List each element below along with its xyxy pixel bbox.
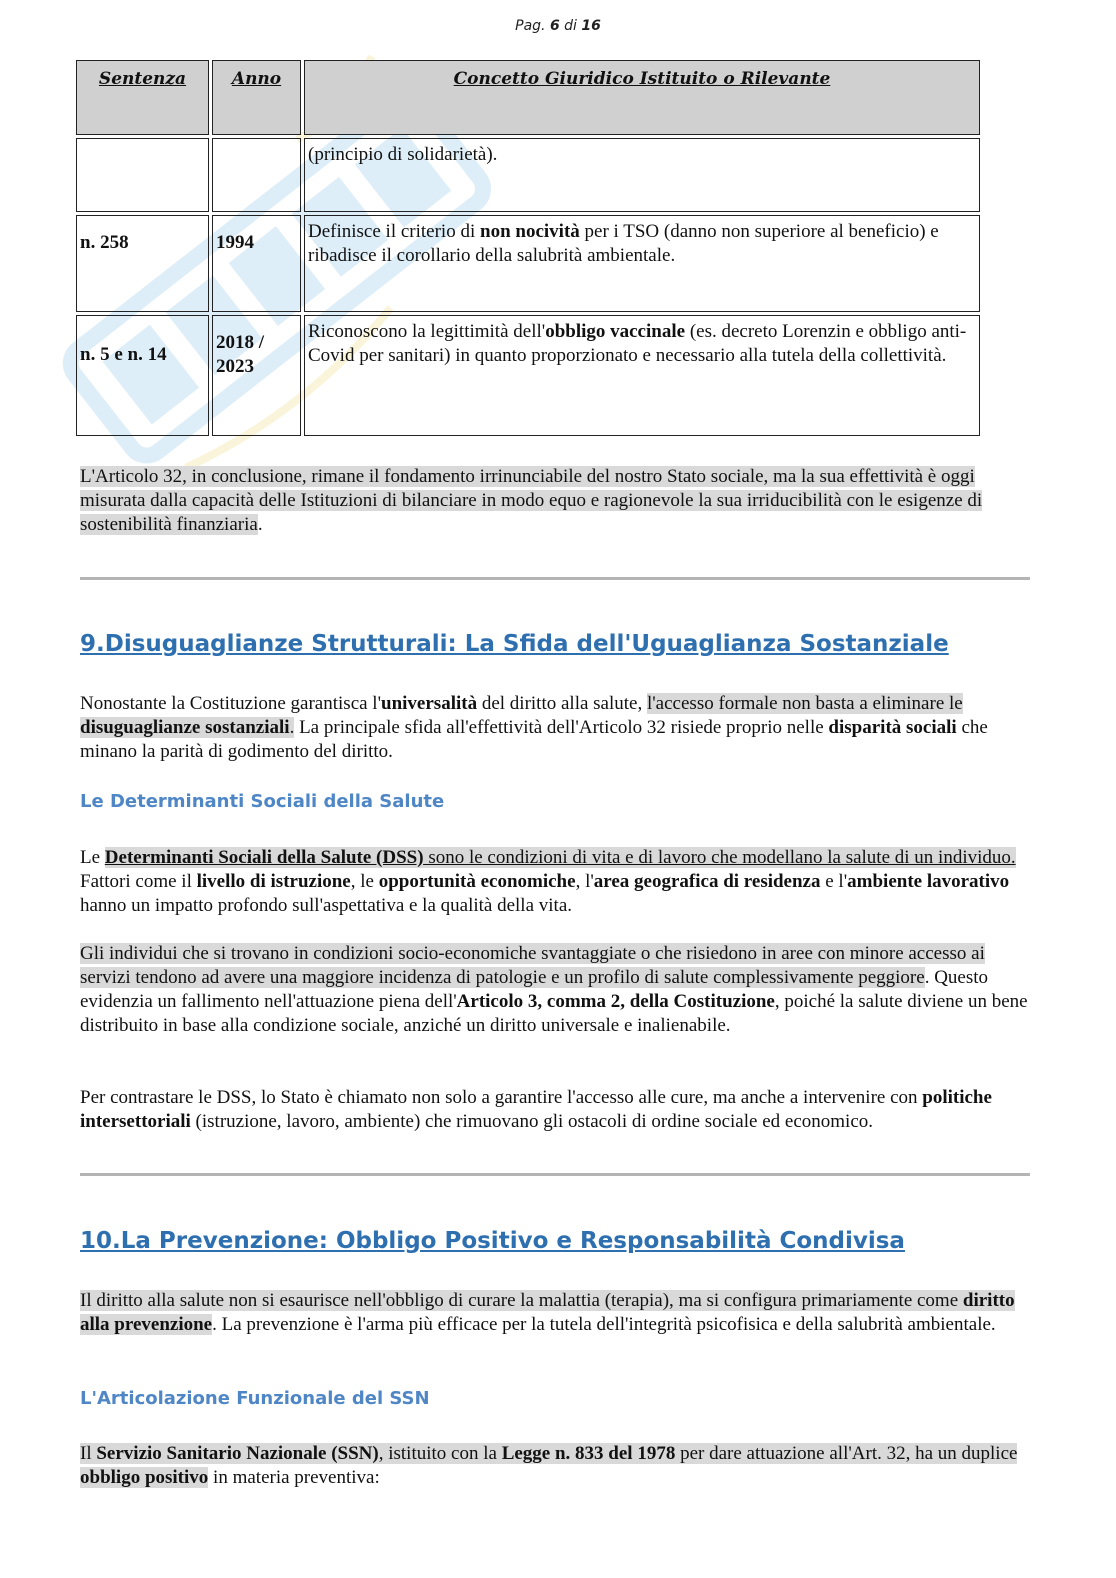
concept-text: Riconoscono la legittimità dell'obbligo vaccinale (es. decreto Lorenzin e obbligo anti-Covid per sanitari) in quanto proporzionato e necessario alla tutela della collettività. (308, 321, 967, 366)
divider (80, 577, 1030, 580)
sentenza-number: n. 258 (80, 232, 129, 253)
section-10-heading: 10.La Prevenzione: Obbligo Positivo e Responsabilità Condivisa (80, 1228, 905, 1254)
anno-value: 1994 (216, 232, 254, 253)
subheading-dss: Le Determinanti Sociali della Salute (80, 791, 445, 812)
table-cell (304, 215, 980, 312)
table-cell (212, 315, 301, 436)
table-cell (76, 215, 209, 312)
table-cell (212, 215, 301, 312)
table-header-anno: Anno (212, 60, 301, 135)
section-9-heading: 9.Disuguaglianze Strutturali: La Sfida dell'Uguaglianza Sostanziale (80, 631, 949, 657)
table-cell (76, 315, 209, 436)
sentenza-number: n. 5 e n. 14 (80, 344, 167, 365)
section-9-paragraph-3: Gli individui che si trovano in condizioni socio-economiche svantaggiate o che risiedono in aree con minore accesso ai servizi tendono ad avere una maggiore incidenza di patologie e un profilo di salute complessivamente peggiore. Questo evidenzia un fallimento nell'attuazione piena dell'Articolo 3, comma 2, della Costituzione, poiché la salute diviene un bene distribuito in base alla condizione sociale, anziché un diritto universale e inalienabile. (80, 943, 1028, 1036)
anno-value: 2018 / 2023 (216, 332, 265, 377)
subheading-ssn: L'Articolazione Funzionale del SSN (80, 1388, 430, 1409)
section-10-paragraph-1: Il diritto alla salute non si esaurisce nell'obbligo di curare la malattia (terapia), ma si configura primariamente come diritto alla prevenzione. La prevenzione è l'arma più efficace per la tutela dell'integrità psicofisica e della salubrità ambientale. (80, 1290, 1015, 1335)
section-9-paragraph-4: Per contrastare le DSS, lo Stato è chiamato non solo a garantire l'accesso alle cure, ma anche a intervenire con politiche intersettoriali (istruzione, lavoro, ambiente) che rimuovano gli ostacoli di ordine sociale ed economico. (80, 1087, 992, 1132)
section-9-paragraph-2: Le Determinanti Sociali della Salute (DSS) sono le condizioni di vita e di lavoro che modellano la salute di un individuo. Fattori come il livello di istruzione, le opportunità economiche, l'area geografica di residenza e l'ambiente lavorativo hanno un impatto profondo sull'aspettativa e la qualità della vita. (80, 847, 1016, 916)
section-9-paragraph-1: Nonostante la Costituzione garantisca l'universalità del diritto alla salute, l'accesso formale non basta a eliminare le disuguaglianze sostanziali. La principale sfida all'effettività dell'Articolo 32 risiede proprio nelle disparità sociali che minano la parità di godimento del diritto. (80, 693, 988, 762)
table-cell (304, 138, 980, 212)
section-10-paragraph-2: Il Servizio Sanitario Nazionale (SSN), istituito con la Legge n. 833 del 1978 per dare attuazione all'Art. 32, ha un duplice obbligo positivo in materia preventiva: (80, 1443, 1018, 1488)
divider (80, 1173, 1030, 1176)
conclusion-paragraph: L'Articolo 32, in conclusione, rimane il fondamento irrinunciabile del nostro Stato sociale, ma la sua effettività è oggi misurata dalla capacità delle Istituzioni di bilanciare in modo equo e ragionevole la sua irriducibilità con le esigenze di sostenibilità finanziaria. (80, 466, 983, 535)
table-header-sentenza: Sentenza (76, 60, 209, 135)
page-number: Pag. 6 di 16 (515, 18, 601, 34)
table-cell (76, 138, 209, 212)
table-cell (212, 138, 301, 212)
table-cell (304, 315, 980, 436)
concept-text: (principio di solidarietà). (308, 144, 498, 165)
table-header-concetto: Concetto Giuridico Istituito o Rilevante (304, 60, 980, 135)
concept-text: Definisce il criterio di non nocività per i TSO (danno non superiore al beneficio) e ribadisce il corollario della salubrità ambientale. (308, 221, 939, 266)
